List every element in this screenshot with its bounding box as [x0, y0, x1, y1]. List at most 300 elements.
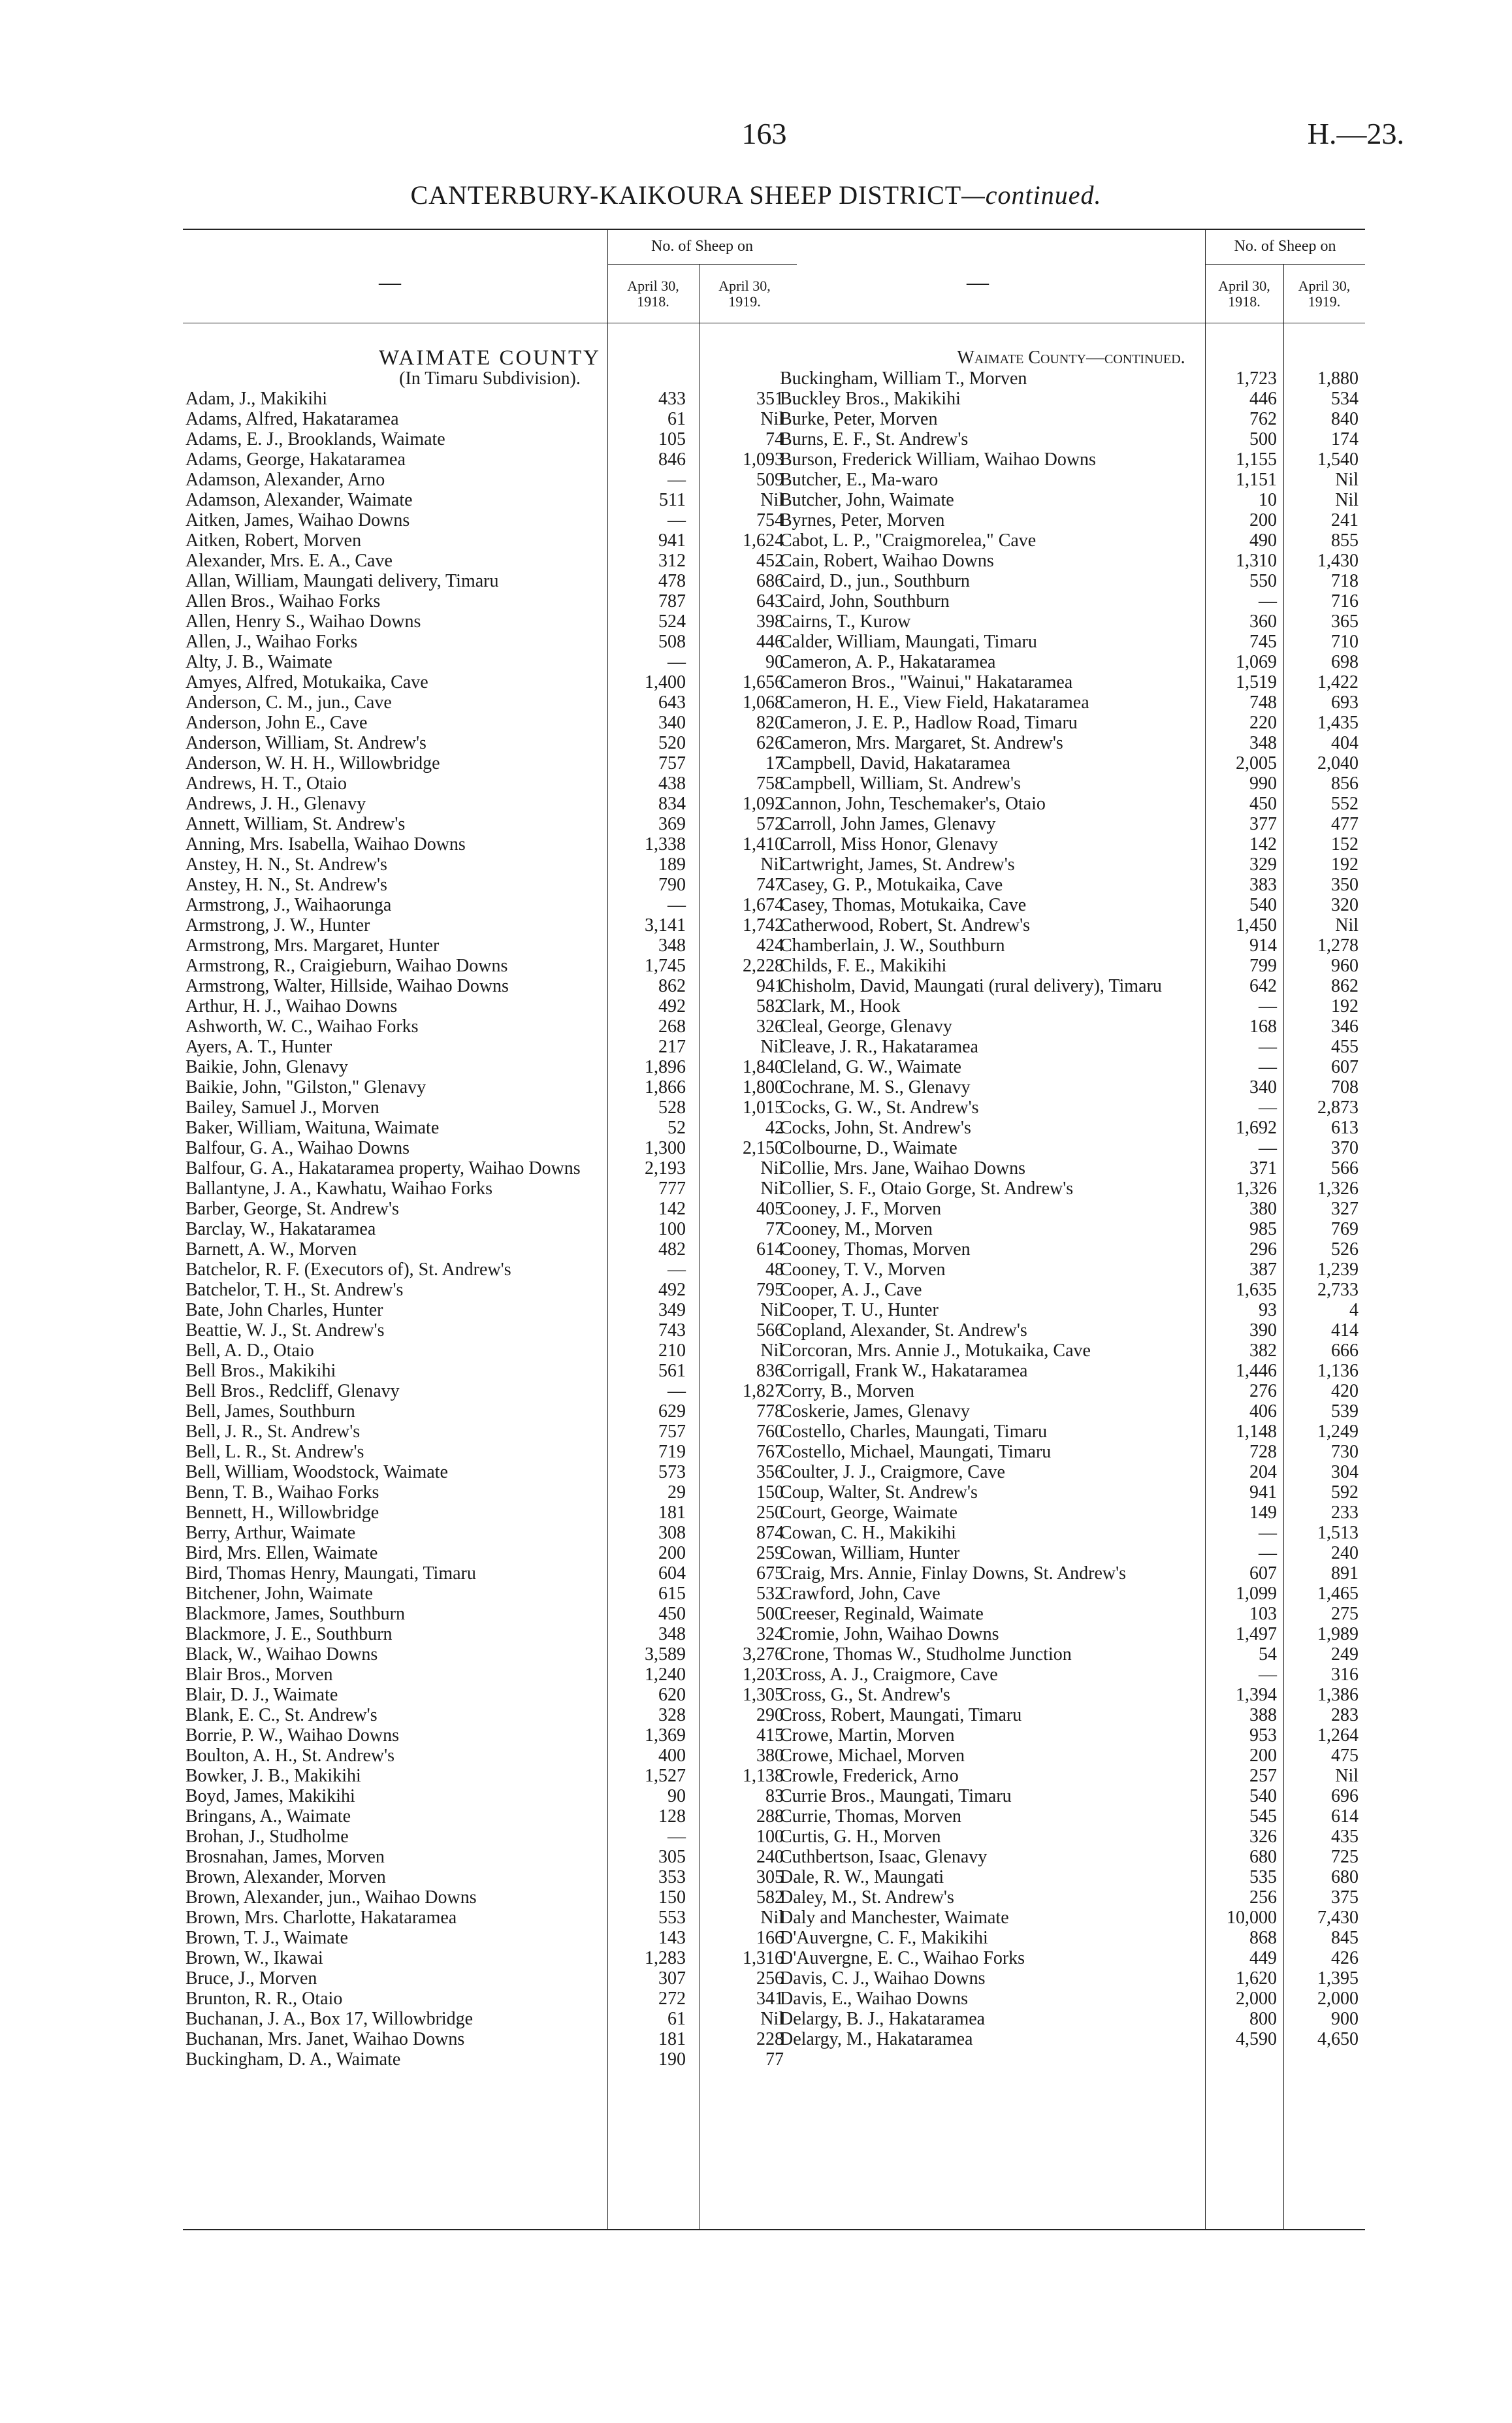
sheep-on-header: No. of Sheep on	[1234, 238, 1336, 255]
sheep-1918: —	[1259, 1543, 1277, 1563]
sheep-1919: 365	[1331, 611, 1359, 632]
owner-name: Cameron, A. P., Hakataramea	[780, 652, 996, 672]
table-row	[183, 713, 797, 733]
sheep-1919: 552	[1331, 794, 1359, 814]
table-row	[183, 1138, 797, 1158]
table-row	[183, 1624, 797, 1644]
table-row	[777, 956, 1365, 976]
sheep-1918: 1,866	[645, 1077, 686, 1098]
table-row	[777, 1199, 1365, 1219]
sheep-1919: 1,827	[743, 1381, 784, 1401]
sheep-1918: 268	[658, 1016, 686, 1037]
sheep-1919: 241	[1331, 510, 1359, 530]
sheep-1919: 424	[756, 935, 784, 956]
sheep-1918: 340	[1249, 1077, 1277, 1098]
sheep-1918: 2,000	[1236, 1989, 1277, 2009]
table-row	[183, 1179, 797, 1199]
sheep-1919: 452	[756, 551, 784, 571]
table-row	[183, 1604, 797, 1624]
owner-name: Bringans, A., Waimate	[185, 1806, 351, 1827]
sheep-1918: 1,446	[1236, 1361, 1277, 1381]
owner-name: Cocks, John, St. Andrew's	[780, 1118, 971, 1138]
sheep-1918: 862	[658, 976, 686, 996]
sheep-1919: 446	[756, 632, 784, 652]
owner-name: Bruce, J., Morven	[185, 1968, 317, 1989]
owner-name: Davis, C. J., Waihao Downs	[780, 1968, 986, 1989]
sheep-1919: 327	[1331, 1199, 1359, 1219]
sheep-1918: 834	[658, 794, 686, 814]
table-row	[183, 1725, 797, 1746]
sheep-1918: —	[668, 1260, 686, 1280]
table-row	[777, 1442, 1365, 1462]
table-row	[183, 1563, 797, 1584]
sheep-1918: —	[1259, 1665, 1277, 1685]
sheep-1919: 228	[756, 2029, 784, 2049]
sheep-1918: 272	[658, 1989, 686, 2009]
year-1918-header: April 30, 1918.	[627, 278, 679, 310]
sheep-1918: 604	[658, 1563, 686, 1584]
owner-name: Adams, E. J., Brooklands, Waimate	[185, 429, 445, 449]
table-row	[777, 611, 1365, 632]
table-row	[777, 1624, 1365, 1644]
sheep-1918: 1,620	[1236, 1968, 1277, 1989]
sheep-1918: —	[668, 652, 686, 672]
sheep-1918: —	[1259, 1138, 1277, 1158]
table-row	[183, 1037, 797, 1057]
sheep-1919: 1,395	[1317, 1968, 1359, 1989]
sheep-1918: 1,896	[645, 1057, 686, 1077]
sheep-1919: 17	[765, 753, 784, 773]
owner-name: Allen Bros., Waihao Forks	[185, 591, 381, 611]
owner-name: Barclay, W., Hakataramea	[185, 1219, 376, 1239]
sheep-1918: 573	[658, 1462, 686, 1482]
table-row	[777, 1847, 1365, 1867]
sheep-1919: 1,316	[743, 1948, 784, 1968]
sheep-1918: 348	[1249, 733, 1277, 753]
table-row	[183, 956, 797, 976]
sheep-1919: 760	[756, 1422, 784, 1442]
sheep-1918: 105	[658, 429, 686, 449]
table-row	[777, 834, 1365, 854]
table-row	[183, 1584, 797, 1604]
sheep-1919: 316	[1331, 1665, 1359, 1685]
table-row	[183, 895, 797, 915]
sheep-1918: 490	[1249, 530, 1277, 551]
sheep-1918: 643	[658, 692, 686, 713]
table-row	[777, 591, 1365, 611]
sheep-1918: 1,369	[645, 1725, 686, 1746]
sheep-1918: 553	[658, 1908, 686, 1928]
sheep-1919: 607	[1331, 1057, 1359, 1077]
table-row	[777, 1644, 1365, 1665]
sheep-1919: 1,136	[1317, 1361, 1359, 1381]
owner-name: Brosnahan, James, Morven	[185, 1847, 385, 1867]
sheep-1919: 698	[1331, 652, 1359, 672]
sheep-1919: 74	[765, 429, 784, 449]
sheep-1919: 862	[1331, 976, 1359, 996]
table-row	[777, 814, 1365, 834]
table-row	[183, 1077, 797, 1098]
owner-name: Calder, William, Maungati, Timaru	[780, 632, 1037, 652]
owner-name: Daly and Manchester, Waimate	[780, 1908, 1009, 1928]
sheep-1919: 534	[1331, 389, 1359, 409]
table-row	[777, 1685, 1365, 1705]
table-row	[777, 1138, 1365, 1158]
table-row	[777, 1928, 1365, 1948]
sheep-1919: 941	[756, 976, 784, 996]
owner-name: Dale, R. W., Maungati	[780, 1867, 944, 1887]
owner-name: Blair Bros., Morven	[185, 1665, 333, 1685]
sheep-1918: 10,000	[1227, 1908, 1277, 1928]
sheep-1918: 449	[1249, 1948, 1277, 1968]
table-row	[777, 713, 1365, 733]
table-row	[183, 632, 797, 652]
sheep-1918: 508	[658, 632, 686, 652]
owner-name: Anderson, John E., Cave	[185, 713, 368, 733]
owner-name: Catherwood, Robert, St. Andrew's	[780, 915, 1031, 935]
sheep-1919: 192	[1331, 854, 1359, 875]
sheep-1919: 566	[756, 1320, 784, 1341]
sheep-1919: 767	[756, 1442, 784, 1462]
sheep-1919: 686	[756, 571, 784, 591]
table-row	[777, 996, 1365, 1016]
sheep-1918: 953	[1249, 1725, 1277, 1746]
table-row	[777, 1341, 1365, 1361]
sheep-1919: 730	[1331, 1442, 1359, 1462]
owner-name: Bowker, J. B., Makikihi	[185, 1766, 361, 1786]
sheep-1919: 233	[1331, 1503, 1359, 1523]
table-row	[777, 1806, 1365, 1827]
table-row	[777, 794, 1365, 814]
table-row	[183, 1847, 797, 1867]
sheep-on-header: No. of Sheep on	[651, 238, 753, 255]
table-row	[183, 409, 797, 429]
table-row	[183, 1341, 797, 1361]
sheep-1918: 520	[658, 733, 686, 753]
page-number: 163	[741, 117, 787, 150]
table-row	[183, 2029, 797, 2049]
sheep-1918: 369	[658, 814, 686, 834]
table-row	[777, 571, 1365, 591]
sheep-1919: 708	[1331, 1077, 1359, 1098]
owner-name: Bell, William, Woodstock, Waimate	[185, 1462, 448, 1482]
table-row	[183, 1300, 797, 1320]
owner-name: Cooney, M., Morven	[780, 1219, 933, 1239]
sheep-1918: 540	[1249, 1786, 1277, 1806]
owner-name: Bitchener, John, Waimate	[185, 1584, 373, 1604]
sheep-1919: 77	[765, 1219, 784, 1239]
sheep-1919: 1,674	[743, 895, 784, 915]
owner-name: Currie, Thomas, Morven	[780, 1806, 961, 1827]
sheep-1919: 613	[1331, 1118, 1359, 1138]
sheep-1918: 492	[658, 996, 686, 1016]
owner-name: Adams, George, Hakataramea	[185, 449, 406, 470]
owner-name: Caird, D., jun., Southburn	[780, 571, 970, 591]
sheep-1918: 615	[658, 1584, 686, 1604]
owner-name: Costello, Michael, Maungati, Timaru	[780, 1442, 1052, 1462]
owner-name: Chisholm, David, Maungati (rural delivery), Timaru	[780, 976, 1162, 996]
sheep-1919: 675	[756, 1563, 784, 1584]
table-row	[777, 1118, 1365, 1138]
owner-name: Burson, Frederick William, Waihao Downs	[780, 449, 1096, 470]
owner-name: Blank, E. C., St. Andrew's	[185, 1705, 378, 1725]
sheep-1919: 152	[1331, 834, 1359, 854]
sheep-1918: 1,300	[645, 1138, 686, 1158]
sheep-1918: 3,141	[645, 915, 686, 935]
sheep-1918: 1,283	[645, 1948, 686, 1968]
sheep-1918: 762	[1249, 409, 1277, 429]
owner-name: Cairns, T., Kurow	[780, 611, 911, 632]
sheep-1918: 200	[1249, 1746, 1277, 1766]
owner-name: Cross, A. J., Craigmore, Cave	[780, 1665, 998, 1685]
sheep-1918: 757	[658, 1422, 686, 1442]
sheep-1918: 1,151	[1236, 470, 1277, 490]
sheep-1919: 42	[765, 1118, 784, 1138]
sheep-1919: 1,435	[1317, 713, 1359, 733]
sheep-1918: 1,692	[1236, 1118, 1277, 1138]
owner-name: Adamson, Alexander, Arno	[185, 470, 385, 490]
sheep-1918: 307	[658, 1968, 686, 1989]
sheep-1919: 1,138	[743, 1766, 784, 1786]
sheep-1918: 340	[658, 713, 686, 733]
table-row	[777, 409, 1365, 429]
sheep-1919: 1,305	[743, 1685, 784, 1705]
sheep-1919: Nil	[1335, 1766, 1359, 1786]
table-row	[777, 753, 1365, 773]
table-row	[777, 1665, 1365, 1685]
table-row	[183, 996, 797, 1016]
sheep-1919: 150	[756, 1482, 784, 1503]
sheep-1918: 446	[1249, 389, 1277, 409]
sheep-1918: 524	[658, 611, 686, 632]
sheep-1919: 666	[1331, 1341, 1359, 1361]
sheep-1919: 415	[756, 1725, 784, 1746]
sheep-1918: —	[668, 1381, 686, 1401]
owner-name: Crawford, John, Cave	[780, 1584, 941, 1604]
year-1919-header: April 30, 1919.	[718, 278, 771, 310]
sheep-1919: 250	[756, 1503, 784, 1523]
owner-name: Armstrong, R., Craigieburn, Waihao Downs	[185, 956, 508, 976]
owner-name: Cooney, J. F., Morven	[780, 1199, 942, 1219]
owner-name: Bate, John Charles, Hunter	[185, 1300, 383, 1320]
table-row	[777, 1827, 1365, 1847]
owner-name: D'Auvergne, C. F., Makikihi	[780, 1928, 988, 1948]
owner-name: Bell, A. D., Otaio	[185, 1341, 314, 1361]
owner-name: Cooper, T. U., Hunter	[780, 1300, 939, 1320]
sheep-1919: Nil	[760, 490, 784, 510]
owner-name: D'Auvergne, E. C., Waihao Forks	[780, 1948, 1025, 1968]
sheep-1919: 1,015	[743, 1098, 784, 1118]
owner-name: Buchanan, Mrs. Janet, Waihao Downs	[185, 2029, 465, 2049]
owner-name: Allan, William, Maungati delivery, Timaru	[185, 571, 499, 591]
owner-name: Boulton, A. H., St. Andrew's	[185, 1746, 395, 1766]
sheep-1919: 174	[1331, 429, 1359, 449]
section-name: Waimate County—continued.	[957, 348, 1185, 368]
owner-name: Crowle, Frederick, Arno	[780, 1766, 959, 1786]
owner-name: Bennett, H., Willowbridge	[185, 1503, 379, 1523]
sheep-1918: 1,099	[1236, 1584, 1277, 1604]
sheep-1918: 276	[1249, 1381, 1277, 1401]
table-row	[777, 1705, 1365, 1725]
owner-name: Bell, James, Southburn	[185, 1401, 355, 1422]
table-row	[183, 1989, 797, 2009]
table-row	[183, 1543, 797, 1563]
page-title	[0, 180, 1512, 210]
owner-name: Anderson, W. H. H., Willowbridge	[185, 753, 440, 773]
sheep-1919: 614	[756, 1239, 784, 1260]
owner-name: Amyes, Alfred, Motukaika, Cave	[185, 672, 428, 692]
owner-name: Coskerie, James, Glenavy	[780, 1401, 970, 1422]
sheep-1919: 1,540	[1317, 449, 1359, 470]
sheep-1919: 2,733	[1317, 1280, 1359, 1300]
owner-name: Arthur, H. J., Waihao Downs	[185, 996, 398, 1016]
sheep-1918: 150	[658, 1887, 686, 1908]
sheep-1919: Nil	[760, 1300, 784, 1320]
sheep-1919: 572	[756, 814, 784, 834]
table-row	[183, 530, 797, 551]
owner-name: Cannon, John, Teschemaker's, Otaio	[780, 794, 1046, 814]
sheep-1919: 900	[1331, 2009, 1359, 2029]
sheep-1918: 326	[1249, 1827, 1277, 1847]
table-row	[777, 895, 1365, 915]
owner-name: Cameron, J. E. P., Hadlow Road, Timaru	[780, 713, 1078, 733]
table-row	[777, 1766, 1365, 1786]
owner-name: Armstrong, Mrs. Margaret, Hunter	[185, 935, 440, 956]
sheep-1918: 217	[658, 1037, 686, 1057]
sheep-1919: 1,068	[743, 692, 784, 713]
sheep-1919: 891	[1331, 1563, 1359, 1584]
sheep-1919: 240	[1331, 1543, 1359, 1563]
sheep-1919: 404	[1331, 733, 1359, 753]
table-row	[777, 976, 1365, 996]
table-row	[183, 875, 797, 895]
sheep-1919: 716	[1331, 591, 1359, 611]
owner-name: Allen, Henry S., Waihao Downs	[185, 611, 421, 632]
sheep-1919: 710	[1331, 632, 1359, 652]
sheep-1918: 535	[1249, 1867, 1277, 1887]
sheep-1918: 29	[668, 1482, 686, 1503]
sheep-1919: 840	[1331, 409, 1359, 429]
sheep-1919: 1,092	[743, 794, 784, 814]
owner-name: Cleave, J. R., Hakataramea	[780, 1037, 978, 1057]
table-row	[777, 1057, 1365, 1077]
owner-name: Currie Bros., Maungati, Timaru	[780, 1786, 1012, 1806]
sheep-1919: 1,326	[1317, 1179, 1359, 1199]
sheep-1918: 478	[658, 571, 686, 591]
table-row	[777, 1746, 1365, 1766]
sheep-1919: 324	[756, 1624, 784, 1644]
sheep-1919: 747	[756, 875, 784, 895]
sheep-1918: 528	[658, 1098, 686, 1118]
table-row	[183, 571, 797, 591]
sheep-1919: Nil	[1335, 490, 1359, 510]
sheep-1919: 240	[756, 1847, 784, 1867]
sheep-1919: 820	[756, 713, 784, 733]
sheep-1918: 607	[1249, 1563, 1277, 1584]
table-row	[183, 1766, 797, 1786]
sheep-1918: —	[1259, 996, 1277, 1016]
sheep-1919: 100	[756, 1827, 784, 1847]
sheep-1918: 353	[658, 1867, 686, 1887]
table-row	[183, 1280, 797, 1300]
owner-name: Cross, G., St. Andrew's	[780, 1685, 950, 1705]
sheep-1919: 693	[1331, 692, 1359, 713]
sheep-1918: —	[1259, 1057, 1277, 1077]
sheep-1919: 370	[1331, 1138, 1359, 1158]
owner-name: Cochrane, M. S., Glenavy	[780, 1077, 971, 1098]
left-table	[183, 229, 797, 2230]
sheep-1918: 348	[658, 935, 686, 956]
sheep-1918: 787	[658, 591, 686, 611]
sheep-1918: 189	[658, 854, 686, 875]
table-row	[183, 1786, 797, 1806]
sheep-1918: 390	[1249, 1320, 1277, 1341]
owner-name: Corry, B., Morven	[780, 1381, 914, 1401]
sheep-1919: 566	[1331, 1158, 1359, 1179]
table-row	[777, 530, 1365, 551]
sheep-1918: 990	[1249, 773, 1277, 794]
table-row	[777, 429, 1365, 449]
table-row	[183, 1948, 797, 1968]
table-row	[183, 551, 797, 571]
owner-name: Batchelor, R. F. (Executors of), St. Andrew's	[185, 1260, 511, 1280]
sheep-1918: 745	[1249, 632, 1277, 652]
sheep-1918: 799	[1249, 956, 1277, 976]
table-row	[183, 591, 797, 611]
table-row	[777, 1016, 1365, 1037]
owner-name: Alty, J. B., Waimate	[185, 652, 332, 672]
table-row	[777, 1260, 1365, 1280]
owner-name: Ayers, A. T., Hunter	[185, 1037, 332, 1057]
table-row	[777, 1989, 1365, 2009]
owner-name: Buckingham, D. A., Waimate	[185, 2049, 401, 2070]
table-row	[183, 935, 797, 956]
owner-name: Buckley Bros., Makikihi	[780, 389, 961, 409]
owner-name: Boyd, James, Makikihi	[185, 1786, 355, 1806]
owner-name: Bell Bros., Redcliff, Glenavy	[185, 1381, 400, 1401]
sheep-1919: 1,430	[1317, 551, 1359, 571]
sheep-1919: 477	[1331, 814, 1359, 834]
table-row	[777, 1948, 1365, 1968]
table-row	[183, 1239, 797, 1260]
sheep-1918: —	[1259, 1037, 1277, 1057]
sheep-1919: 778	[756, 1401, 784, 1422]
table-row	[183, 470, 797, 490]
sheep-1919: 4,650	[1317, 2029, 1359, 2049]
sheep-1919: 795	[756, 1280, 784, 1300]
sheep-1918: 433	[658, 389, 686, 409]
sheep-1918: 142	[658, 1199, 686, 1219]
sheep-1918: 103	[1249, 1604, 1277, 1624]
table-row	[183, 1908, 797, 1928]
table-row	[777, 935, 1365, 956]
owner-name: Cross, Robert, Maungati, Timaru	[780, 1705, 1022, 1725]
table-row	[777, 1037, 1365, 1057]
owner-name: Cowan, C. H., Makikihi	[780, 1523, 956, 1543]
sheep-1919: 346	[1331, 1016, 1359, 1037]
owner-name: Butcher, John, Waimate	[780, 490, 954, 510]
sheep-1918: 1,497	[1236, 1624, 1277, 1644]
owner-name: Buckingham, William T., Morven	[780, 368, 1027, 389]
table-row	[777, 1725, 1365, 1746]
sheep-1919: 626	[756, 733, 784, 753]
table-row	[183, 854, 797, 875]
sheep-1918: 1,326	[1236, 1179, 1277, 1199]
owner-name: Crowe, Michael, Morven	[780, 1746, 965, 1766]
owner-name: Berry, Arthur, Waimate	[185, 1523, 356, 1543]
table-row	[777, 1503, 1365, 1523]
table-row	[777, 733, 1365, 753]
